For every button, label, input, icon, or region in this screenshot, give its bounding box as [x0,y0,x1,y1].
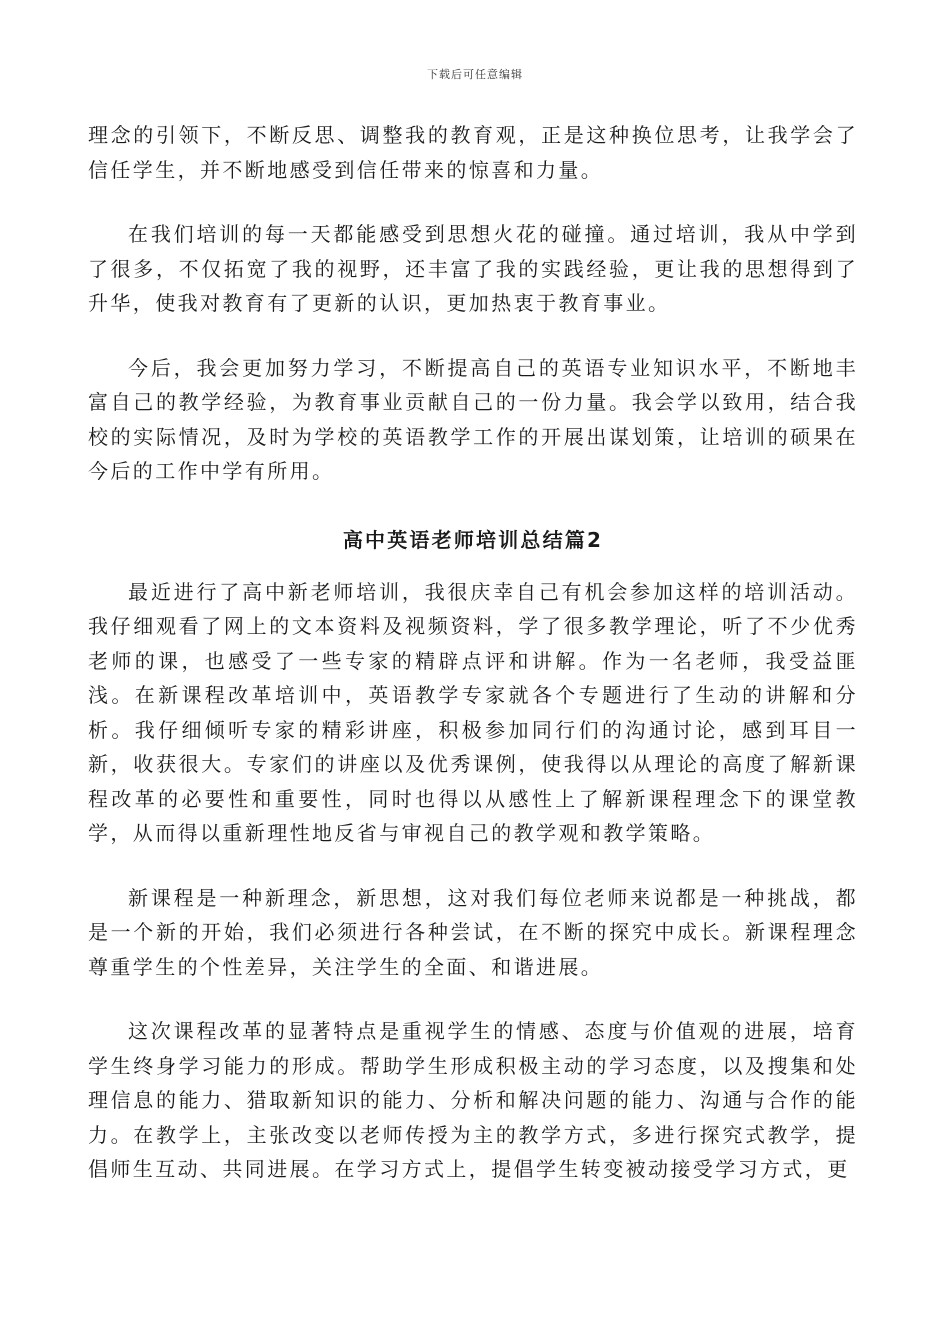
paragraph: 最近进行了高中新老师培训，我很庆幸自己有机会参加这样的培训活动。我仔细观看了网上的文本资料及视频资料，学了很多教学理论，听了不少优秀老师的课，也感受了一些专家的精辟点评和讲解。作为一名老师，我受益匪浅。在新课程改革培训中，英语教学专家就各个专题进行了生动的讲解和分析。我仔细倾听专家的精彩讲座，积极参加同行们的沟通讨论，感到耳目一新，收获很大。专家们的讲座以及优秀课例，使我得以从理论的高度了解新课程改革的必要性和重要性，同时也得以从感性上了解新课程理念下的课堂教学，从而得以重新理性地反省与审视自己的教学观和教学策略。 [88,579,858,845]
header-note: 下载后可任意编辑 [427,68,523,81]
paragraph: 这次课程改革的显著特点是重视学生的情感、态度与价值观的进展，培育学生终身学习能力的形成。帮助学生形成积极主动的学习态度，以及搜集和处理信息的能力、猎取新知识的能力、分析和解决问题的能力、沟通与合作的能力。在教学上，主张改变以老师传授为主的教学方式，多进行探究式教学，提倡师生互动、共同进展。在学习方式上，提倡学生转变被动接受学习方式，更 [88,1019,858,1181]
paragraph: 今后，我会更加努力学习，不断提高自己的英语专业知识水平，不断地丰富自己的教学经验，为教育事业贡献自己的一份力量。我会学以致用，结合我校的实际情况，及时为学校的英语教学工作的开展出谋划策，让培训的硕果在今后的工作中学有所用。 [88,355,858,483]
document-body [88,118,858,1217]
paragraph: 在我们培训的每一天都能感受到思想火花的碰撞。通过培训，我从中学到了很多，不仅拓宽了我的视野，还丰富了我的实践经验，更让我的思想得到了升华，使我对教育有了更新的认识，更加热衷于教育事业。 [88,222,858,315]
section-title: 高中英语老师培训总结篇2 [342,527,604,552]
paragraph: 新课程是一种新理念，新思想，这对我们每位老师来说都是一种挑战，都是一个新的开始，我们必须进行各种尝试，在不断的探究中成长。新课程理念尊重学生的个性差异，关注学生的全面、和谐进展。 [88,885,858,979]
paragraph: 理念的引领下，不断反思、调整我的教育观，正是这种换位思考，让我学会了信任学生，并不断地感受到信任带来的惊喜和力量。 [88,123,858,182]
